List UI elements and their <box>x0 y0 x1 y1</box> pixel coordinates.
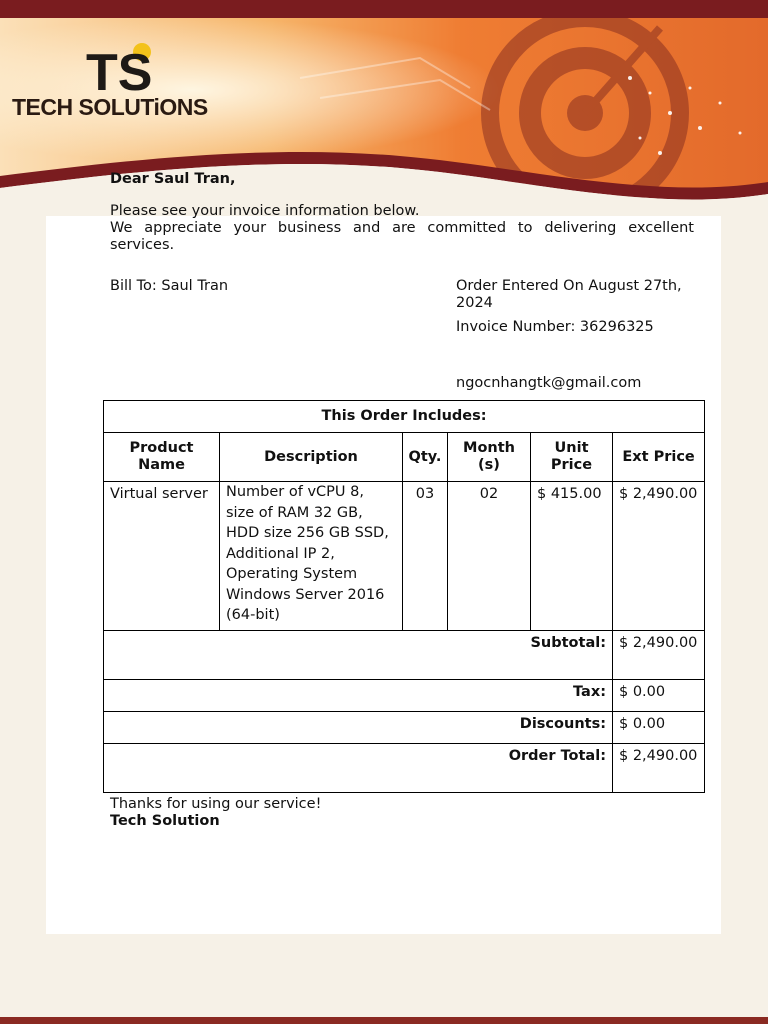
header-ext-price: Ext Price <box>613 433 705 482</box>
tax-value: $ 0.00 <box>613 679 705 711</box>
header-months: Month(s) <box>448 433 531 482</box>
header-qty: Qty. <box>403 433 448 482</box>
header-product-name: Product Name <box>104 433 220 482</box>
item-qty: 03 <box>403 482 448 631</box>
discounts-label: Discounts: <box>104 711 613 743</box>
thanks-message: Thanks for using our service! <box>110 796 322 812</box>
subtotal-row <box>104 630 705 679</box>
footer-bar <box>0 1017 768 1024</box>
header-unit-price: Unit Price <box>531 433 613 482</box>
tax-label: Tax: <box>104 679 613 711</box>
company-name: TECH SOLUTiONS <box>12 94 208 120</box>
greeting: Dear Saul Tran, <box>110 171 236 187</box>
subtotal-label: Subtotal: <box>104 630 613 679</box>
order-entered-date: Order Entered On August 27th, 2024 <box>456 278 682 311</box>
header-description: Description <box>220 433 403 482</box>
item-product: Virtual server <box>104 482 220 631</box>
table-row <box>104 482 705 631</box>
intro-line-1: Please see your invoice information below. <box>110 203 420 219</box>
ts-logo-mark <box>84 38 164 98</box>
order-total-label: Order Total: <box>104 743 613 792</box>
order-table <box>103 400 705 793</box>
customer-email: ngocnhangtk@gmail.com <box>456 375 642 391</box>
bill-to: Bill To: Saul Tran <box>110 278 229 294</box>
logo-initials: TS <box>86 44 153 98</box>
item-months: 02 <box>448 482 531 631</box>
item-unit-price: $ 415.00 <box>531 482 613 631</box>
item-description: Number of vCPU 8, size of RAM 32 GB, HDD size 256 GB SSD, Additional IP 2, Operating System Windows Server 2016 (64-bit) <box>220 482 403 631</box>
intro-line-2: We appreciate your business and are committed to delivering excellent services. <box>110 220 694 253</box>
invoice-number: Invoice Number: 36296325 <box>456 319 654 335</box>
discounts-row <box>104 711 705 743</box>
subtotal-value: $ 2,490.00 <box>613 630 705 679</box>
order-table-caption: This Order Includes: <box>104 401 705 433</box>
order-total-row <box>104 743 705 792</box>
item-ext-price: $ 2,490.00 <box>613 482 705 631</box>
signature: Tech Solution <box>110 813 220 829</box>
discounts-value: $ 0.00 <box>613 711 705 743</box>
order-total-value: $ 2,490.00 <box>613 743 705 792</box>
tax-row <box>104 679 705 711</box>
